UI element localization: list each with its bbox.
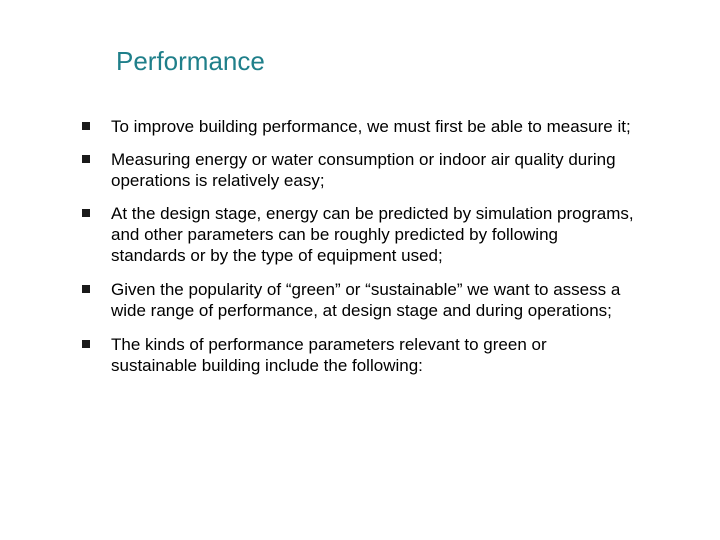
bullet-text (111, 203, 671, 266)
bullet-line: and other parameters can be roughly predicted by following (111, 225, 558, 244)
bullet-line: sustainable building include the following: (111, 356, 423, 375)
bullet-text (111, 334, 671, 376)
slide-title: Performance (116, 46, 265, 76)
bullet-text (111, 116, 671, 137)
bullet-line: standards or by the type of equipment used; (111, 246, 443, 265)
bullet-line: The kinds of performance parameters relevant to green or (111, 335, 547, 354)
bullet-line: Given the popularity of “green” or “sustainable” we want to assess a (111, 280, 621, 299)
bullet-line: wide range of performance, at design stage and during operations; (111, 301, 612, 320)
bullet-text (111, 279, 671, 321)
bullet-text (111, 149, 671, 191)
bullet-line: operations is relatively easy; (111, 171, 325, 190)
square-bullet-icon (82, 155, 90, 163)
bullet-line: At the design stage, energy can be predicted by simulation programs, (111, 204, 634, 223)
square-bullet-icon (82, 209, 90, 217)
square-bullet-icon (82, 122, 90, 130)
square-bullet-icon (82, 340, 90, 348)
bullet-line: Measuring energy or water consumption or indoor air quality during (111, 150, 616, 169)
square-bullet-icon (82, 285, 90, 293)
bullet-line: To improve building performance, we must first be able to measure it; (111, 117, 631, 136)
